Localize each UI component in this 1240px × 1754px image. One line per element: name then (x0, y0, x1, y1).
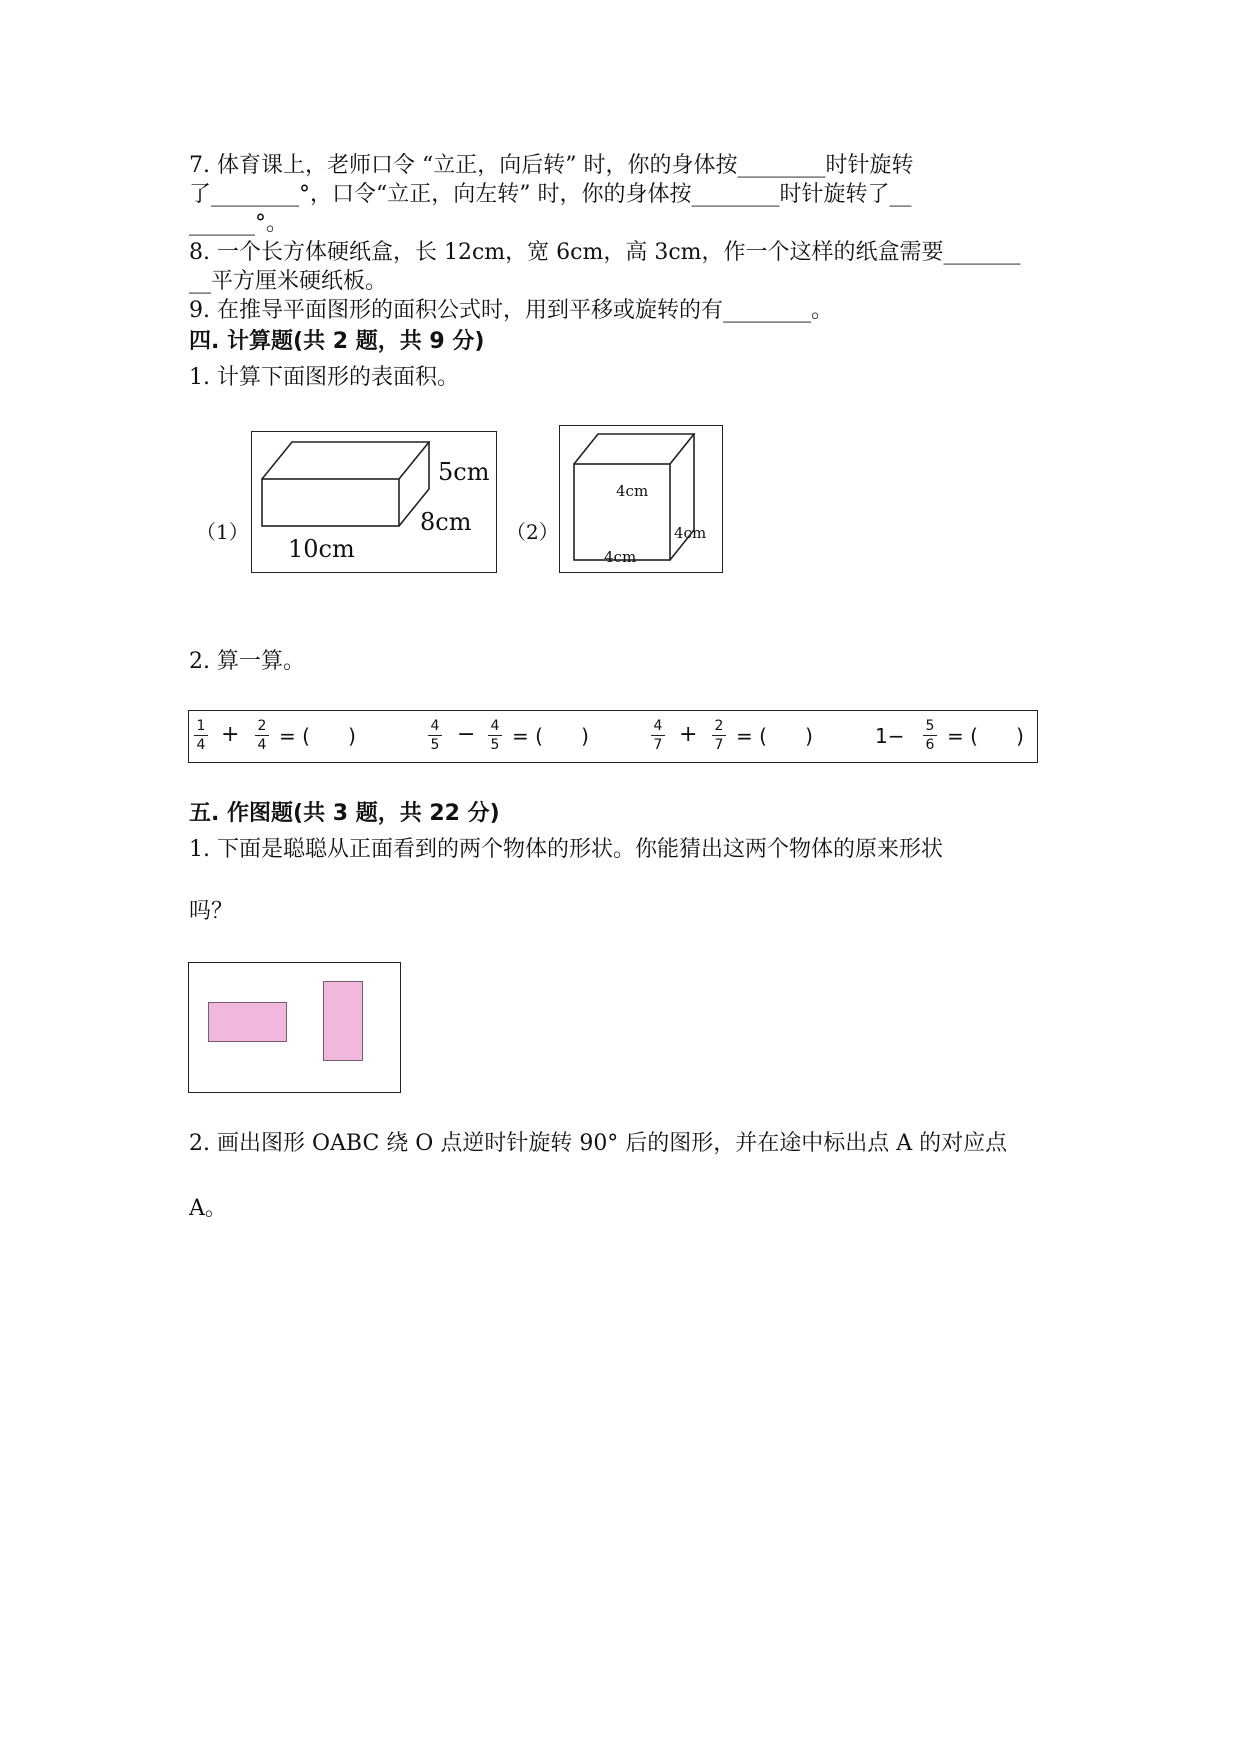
fraction: 2 7 (712, 718, 726, 753)
s4-q2-text: 2. 算一算。 (189, 649, 305, 674)
s5-q2-line-1: 2. 画出图形 OABC 绕 O 点逆时针旋转 90° 后的图形，并在途中标出点 A 的对应点 (189, 1131, 1008, 1156)
fig1-frame (251, 431, 497, 573)
arithmetic-box (188, 710, 1038, 763)
fig1-height-label: 5cm (438, 458, 490, 486)
answer-blank: = ( ) (736, 724, 813, 748)
operator: + (221, 722, 240, 747)
front-view-frame (188, 962, 401, 1093)
fraction: 1 4 (194, 718, 208, 753)
section-4-title: 四. 计算题(共 2 题，共 9 分) (189, 329, 485, 354)
fig2-frame (559, 425, 723, 573)
fig1-length-label: 10cm (288, 535, 355, 563)
fraction: 4 5 (488, 718, 502, 753)
answer-blank: = ( ) (947, 724, 1024, 748)
fig2-height-label: 4cm (616, 482, 649, 500)
q8-line-2: __平方厘米硬纸板。 (189, 269, 388, 294)
lead-number: 1− (875, 724, 905, 748)
horizontal-rectangle (208, 1002, 287, 1042)
operator: − (457, 722, 476, 747)
fraction: 4 5 (428, 718, 442, 753)
fraction: 4 7 (651, 718, 665, 753)
q7-line-3: ______°。 (189, 211, 289, 236)
fig1-index: （1） (196, 520, 249, 544)
fraction: 2 4 (255, 718, 269, 753)
fig2-width-label: 4cm (604, 548, 637, 566)
fraction: 5 6 (923, 718, 937, 753)
answer-blank: = ( ) (279, 724, 356, 748)
s4-q1-text: 1. 计算下面图形的表面积。 (189, 365, 459, 390)
q8-line-1: 8. 一个长方体硬纸盒，长 12cm，宽 6cm，高 3cm，作一个这样的纸盒需要_______ (189, 240, 1021, 265)
section-5-title: 五. 作图题(共 3 题，共 22 分) (189, 801, 500, 826)
cube-drawing (560, 426, 724, 574)
q9-line-1: 9. 在推导平面图形的面积公式时，用到平移或旋转的有________。 (189, 298, 833, 323)
q7-line-1: 7. 体育课上，老师口令 “立正，向后转” 时，你的身体按________时针旋转 (189, 153, 914, 178)
fig2-depth-label: 4cm (674, 524, 707, 542)
s5-q1-line-2: 吗？ (189, 899, 234, 924)
s5-q2-line-2: A。 (189, 1196, 227, 1221)
fig2-index: （2） (506, 520, 559, 544)
fig1-depth-label: 8cm (420, 508, 472, 536)
q7-line-2: 了________°，口令“立正，向左转” 时，你的身体按________时针旋转了__ (189, 182, 912, 207)
s5-q1-line-1: 1. 下面是聪聪从正面看到的两个物体的形状。你能猜出这两个物体的原来形状 (189, 837, 943, 862)
operator: + (679, 722, 698, 747)
answer-blank: = ( ) (512, 724, 589, 748)
vertical-rectangle (323, 981, 363, 1061)
